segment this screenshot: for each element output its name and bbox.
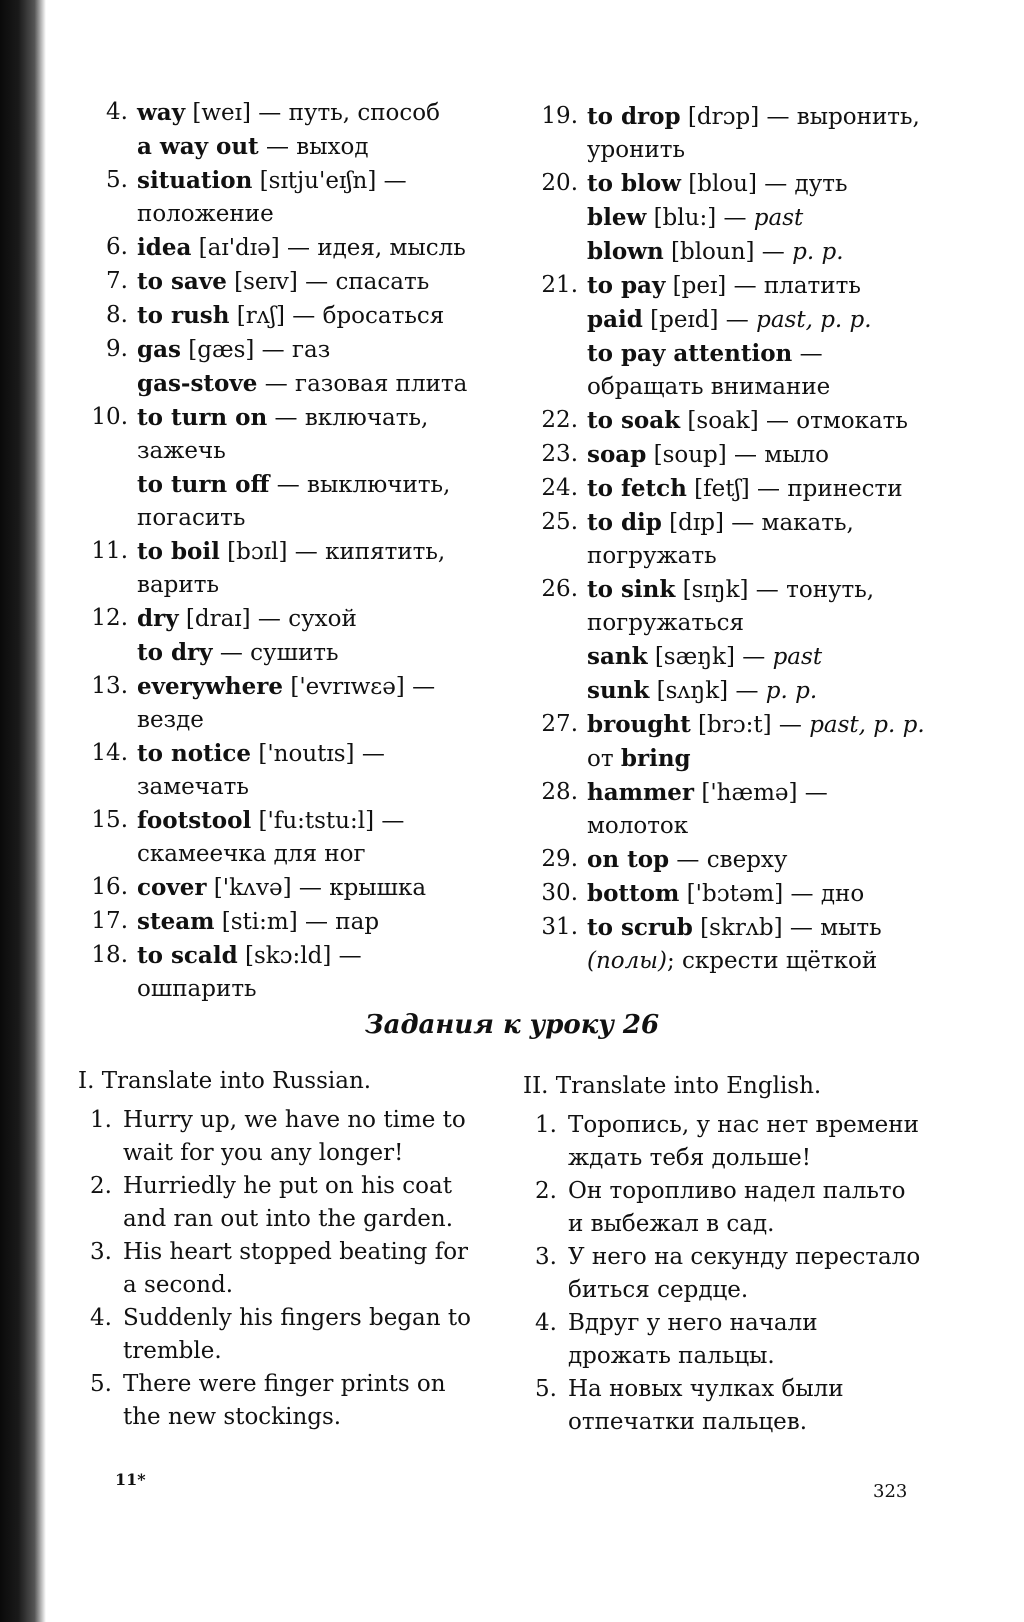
- gloss: [blou] — дуть: [680, 171, 848, 197]
- entry-number: 31.: [541, 914, 578, 940]
- gloss: [sæŋk] —: [647, 644, 773, 670]
- gloss: [rʌʃ] — бросаться: [229, 303, 445, 329]
- vocab-entry: [532, 337, 932, 404]
- entry-number: 22.: [541, 407, 578, 433]
- exercise-item: [78, 1236, 478, 1302]
- page-number: 323: [873, 1481, 908, 1502]
- headword: to drop: [587, 103, 681, 130]
- vocabulary-list-right: [532, 100, 932, 978]
- exercise-item-number: 4.: [535, 1310, 557, 1336]
- headword: to save: [137, 268, 227, 295]
- headword: soap: [587, 441, 647, 468]
- gloss: — сушить: [212, 640, 339, 666]
- gloss: [weɪ] — путь, способ: [185, 100, 440, 126]
- headword: to scrub: [587, 914, 693, 941]
- grammar-note: past, p. p.: [756, 307, 872, 333]
- gloss: [seɪv] — спасать: [226, 269, 430, 295]
- headword: gas: [137, 336, 181, 363]
- exercise-item-text: Он торопливо надел пальто и выбежал в сад.: [568, 1178, 906, 1237]
- gloss: [draɪ] — сухой: [178, 606, 357, 632]
- entry-number: 5.: [106, 167, 128, 193]
- gloss: ['bɔtəm] — дно: [679, 881, 865, 907]
- gloss: ['fu:tstu:l] — скамеечка для ног: [137, 808, 405, 867]
- vocab-entry: [82, 535, 482, 602]
- gloss: [sɪtju'eɪʃn] — положение: [137, 168, 407, 227]
- gloss: [dɪp] — макать, погружать: [587, 510, 854, 569]
- vocab-entry: [532, 640, 932, 674]
- gloss: — обращать внимание: [587, 341, 831, 400]
- headword: brought: [587, 711, 691, 738]
- gloss: ['kʌvə] — крышка: [206, 875, 427, 901]
- vocab-entry: [532, 167, 932, 201]
- headword: to soak: [587, 407, 681, 434]
- exercise-item-text: Hurriedly he put on his coat and ran out into the garden.: [123, 1173, 454, 1232]
- entry-number: 16.: [91, 874, 128, 900]
- gloss: [bɔɪl] — кипятить, варить: [137, 539, 446, 598]
- entry-number: 12.: [91, 605, 128, 631]
- entry-number: 14.: [91, 740, 128, 766]
- headword: idea: [137, 234, 192, 261]
- vocab-entry: [82, 468, 482, 535]
- grammar-note: p. p.: [765, 678, 818, 704]
- vocab-entry: [82, 670, 482, 737]
- vocab-entry: [532, 472, 932, 506]
- vocab-entry: [82, 804, 482, 871]
- entry-number: 25.: [541, 509, 578, 535]
- entry-number: 15.: [91, 807, 128, 833]
- headword: to notice: [137, 740, 252, 767]
- headword: to blow: [587, 170, 681, 197]
- vocab-entry: [82, 299, 482, 333]
- exercise-item: [78, 1302, 478, 1368]
- vocab-entry: [82, 737, 482, 804]
- headword: steam: [137, 908, 215, 935]
- exercise-item-number: 1.: [90, 1107, 112, 1133]
- headword: on top: [587, 846, 670, 873]
- entry-number: 6.: [106, 234, 128, 260]
- vocab-entry: [532, 708, 932, 742]
- grammar-note: past: [753, 205, 804, 231]
- exercise-heading: I. Translate into Russian.: [78, 1068, 372, 1094]
- vocabulary-list-left: [82, 96, 482, 1006]
- vocab-entry: [532, 235, 932, 269]
- exercise-item: [523, 1175, 923, 1241]
- entry-number: 19.: [541, 103, 578, 129]
- headword: to boil: [137, 538, 220, 565]
- gloss: [brɔ:t] —: [690, 712, 810, 738]
- headword: to dip: [587, 509, 662, 536]
- headword: everywhere: [137, 673, 284, 700]
- headword: way: [137, 99, 186, 126]
- gloss: [sʌŋk] —: [649, 678, 766, 704]
- gloss: [bloun] —: [663, 239, 793, 265]
- vocab-entry: [532, 404, 932, 438]
- exercise-item: [78, 1368, 478, 1434]
- headword: to dry: [137, 639, 213, 666]
- gloss: [drɔp] — выронить, уронить: [587, 104, 920, 163]
- gloss: [skɔ:ld] — ошпарить: [137, 943, 362, 1002]
- grammar-note: past, p. p.: [809, 712, 925, 738]
- entry-number: 13.: [91, 673, 128, 699]
- entry-number: 9.: [106, 336, 128, 362]
- entry-number: 17.: [91, 908, 128, 934]
- entry-number: 30.: [541, 880, 578, 906]
- exercise-item-number: 2.: [535, 1178, 557, 1204]
- vocab-entry: [82, 130, 482, 164]
- headword: to fetch: [587, 475, 687, 502]
- headword: to pay attention: [587, 340, 793, 367]
- vocab-entry: [532, 674, 932, 708]
- entry-number: 24.: [541, 475, 578, 501]
- vocab-entry: [532, 506, 932, 573]
- vocab-entry: [82, 333, 482, 367]
- printer-signature: 11*: [115, 1470, 146, 1489]
- headword: a way out: [137, 133, 259, 160]
- headword: to rush: [137, 302, 230, 329]
- exercise-translate-into-russian: [78, 1065, 478, 1434]
- exercise-item-text: На новых чулках были отпечатки пальцев.: [568, 1376, 844, 1435]
- entry-number: 18.: [91, 942, 128, 968]
- vocab-entry: [82, 164, 482, 231]
- entry-number: 20.: [541, 170, 578, 196]
- exercise-item-number: 3.: [535, 1244, 557, 1270]
- gloss: [sɪŋk] — тонуть, погружаться: [587, 577, 875, 636]
- exercise-item: [78, 1104, 478, 1170]
- headword: to scald: [137, 942, 238, 969]
- vocab-entry: [82, 401, 482, 468]
- grammar-note: (полы): [587, 948, 667, 974]
- entry-number: 11.: [91, 538, 128, 564]
- vocab-entry: [82, 939, 482, 1006]
- headword: paid: [587, 306, 643, 333]
- entry-number: 27.: [541, 711, 578, 737]
- entry-number: 21.: [541, 272, 578, 298]
- vocab-entry: [82, 367, 482, 401]
- exercise-item: [523, 1373, 923, 1439]
- vocab-entry: [82, 905, 482, 939]
- exercise-item-number: 1.: [535, 1112, 557, 1138]
- vocab-entry: [532, 776, 932, 843]
- entry-number: 10.: [91, 404, 128, 430]
- exercise-item: [523, 1109, 923, 1175]
- vocab-entry: [532, 573, 932, 640]
- headword: sunk: [587, 677, 650, 704]
- section-title: Задания к уроку 26: [364, 1010, 660, 1040]
- exercise-item: [523, 1307, 923, 1373]
- headword: situation: [137, 167, 253, 194]
- gloss: [skrʌb] — мыть: [692, 915, 882, 941]
- exercise-heading: II. Translate into English.: [523, 1073, 822, 1099]
- vocab-entry: [532, 877, 932, 911]
- headword: bottom: [587, 880, 680, 907]
- vocab-entry: [532, 438, 932, 472]
- vocab-entry: [532, 843, 932, 877]
- vocab-entry: [82, 231, 482, 265]
- gloss: [sti:m] — пар: [214, 909, 380, 935]
- exercise-translate-into-english: [523, 1070, 923, 1439]
- entry-number: 29.: [541, 846, 578, 872]
- vocab-entry: [532, 911, 932, 978]
- page-scan-edge: [0, 0, 46, 1622]
- headword: gas-stove: [137, 370, 258, 397]
- gloss: [aɪ'dɪə] — идея, мысль: [191, 235, 466, 261]
- headword: blown: [587, 238, 664, 265]
- exercise-item-text: There were finger prints on the new stockings.: [123, 1371, 446, 1430]
- entry-number: 7.: [106, 268, 128, 294]
- entry-number: 26.: [541, 576, 578, 602]
- gloss: [fetʃ] — принести: [686, 476, 903, 502]
- gloss: ; скрести щёткой: [666, 948, 878, 974]
- vocab-entry: [532, 269, 932, 303]
- headword: to pay: [587, 272, 666, 299]
- headword: to sink: [587, 576, 676, 603]
- gloss: от: [587, 746, 621, 772]
- headword: dry: [137, 605, 179, 632]
- headword: footstool: [137, 807, 252, 834]
- entry-number: 28.: [541, 779, 578, 805]
- grammar-note: p. p.: [792, 239, 844, 265]
- headword: sank: [587, 643, 648, 670]
- grammar-note: past: [772, 644, 823, 670]
- exercise-item-number: 5.: [90, 1371, 112, 1397]
- gloss: — выключить, погасить: [137, 472, 451, 531]
- exercise-item: [78, 1170, 478, 1236]
- exercise-item-text: His heart stopped beating for a second.: [123, 1239, 469, 1298]
- vocab-entry: [532, 742, 932, 776]
- exercise-item-text: Suddenly his fingers began to tremble.: [123, 1305, 471, 1364]
- exercise-item-number: 4.: [90, 1305, 112, 1331]
- gloss: — включать, зажечь: [137, 405, 429, 464]
- exercise-item-text: У него на секунду перестало биться сердце.: [568, 1244, 921, 1303]
- exercise-item-text: Торопись, у нас нет времени ждать тебя дольше!: [568, 1112, 919, 1171]
- exercise-item-number: 5.: [535, 1376, 557, 1402]
- gloss: [peɪ] — платить: [665, 273, 861, 299]
- exercise-item-text: Вдруг у него начали дрожать пальцы.: [568, 1310, 818, 1369]
- exercise-item-text: Hurry up, we have no time to wait for you any longer!: [123, 1107, 466, 1166]
- headword: blew: [587, 204, 647, 231]
- vocab-entry: [532, 201, 932, 235]
- gloss: [soak] — отмокать: [680, 408, 908, 434]
- headword: bring: [620, 745, 691, 772]
- exercise-item: [523, 1241, 923, 1307]
- gloss: [peɪd] —: [642, 307, 757, 333]
- vocab-entry: [532, 100, 932, 167]
- gloss: — газовая плита: [257, 371, 468, 397]
- headword: cover: [137, 874, 207, 901]
- gloss: — сверху: [669, 847, 788, 873]
- gloss: [soup] — мыло: [646, 442, 830, 468]
- entry-number: 4.: [106, 99, 128, 125]
- headword: to turn off: [137, 471, 270, 498]
- exercise-item-number: 2.: [90, 1173, 112, 1199]
- gloss: ['hæmə] — молоток: [587, 780, 828, 839]
- entry-number: 23.: [541, 441, 578, 467]
- gloss: ['evrɪwɛə] — везде: [137, 674, 436, 733]
- gloss: [blu:] —: [646, 205, 754, 231]
- gloss: ['noutɪs] — замечать: [137, 741, 385, 800]
- entry-number: 8.: [106, 302, 128, 328]
- headword: hammer: [587, 779, 695, 806]
- vocab-entry: [82, 602, 482, 636]
- vocab-entry: [82, 265, 482, 299]
- gloss: — выход: [258, 134, 369, 160]
- gloss: [gæs] — газ: [180, 337, 331, 363]
- exercise-item-number: 3.: [90, 1239, 112, 1265]
- vocab-entry: [532, 303, 932, 337]
- vocab-entry: [82, 871, 482, 905]
- vocab-entry: [82, 636, 482, 670]
- headword: to turn on: [137, 404, 268, 431]
- vocab-entry: [82, 96, 482, 130]
